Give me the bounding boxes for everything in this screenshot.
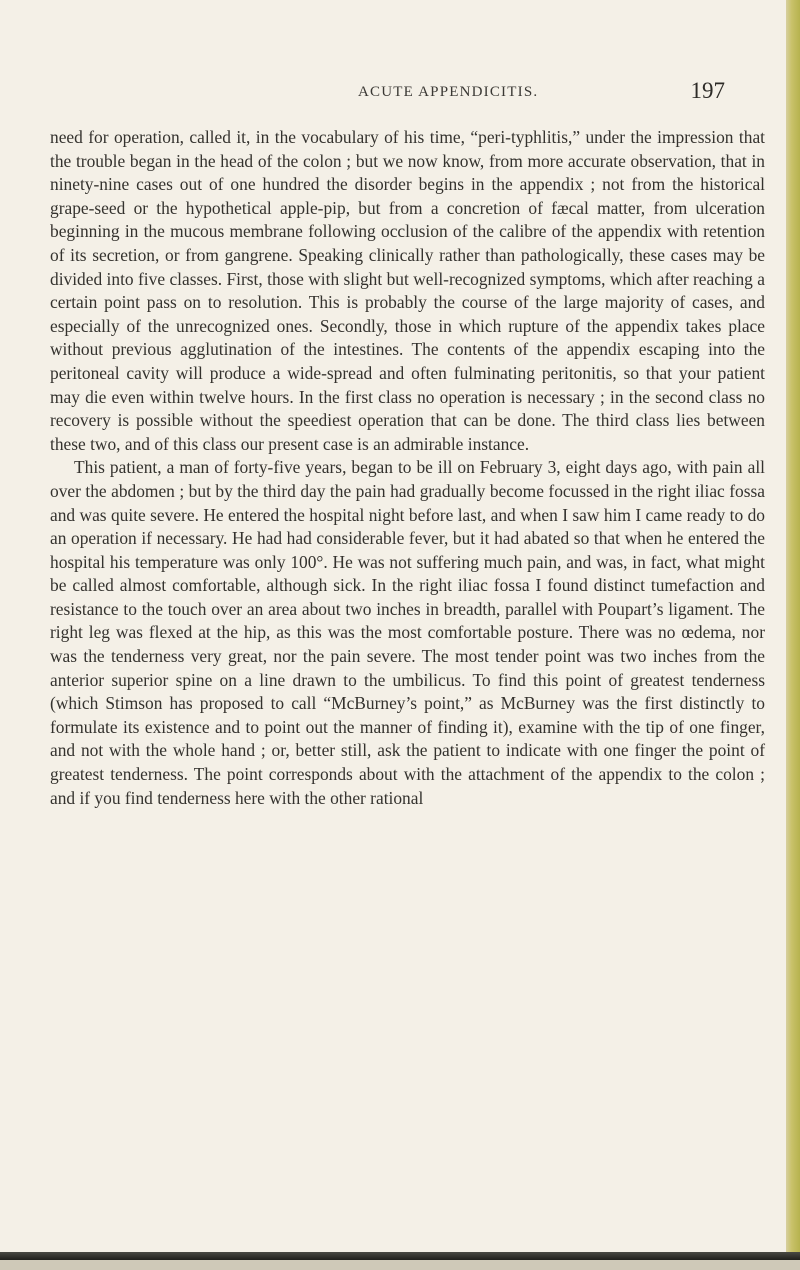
running-head: ACUTE APPENDICITIS. <box>358 84 539 100</box>
paragraph-1: need for operation, called it, in the vocabulary of his time, “peri-typhlitis,” under the impression that the trouble began in the head of the colon ; but we now know, from more accurate observation, that in ninety-nine cases out of one hundred the disorder begins in the appendix ; not from the historical grape-seed or the hypothetical apple-pip, but from a concretion of fæcal matter, from ulceration beginning in the mucous membrane following occlusion of the calibre of the appendix with retention of its secretion, or from gangrene. Speaking clinically rather than pathologically, these cases may be divided into five classes. First, those with slight but well-recognized symptoms, which after reaching a certain point pass on to resolution. This is probably the course of the large majority of cases, and especially of the unrecognized ones. Secondly, those in which rupture of the appendix takes place without previous agglutination of the intestines. The contents of the appendix escaping into the peritoneal cavity will produce a wide-spread and often fulminating peritonitis, so that your patient may die even within twelve hours. In the first class no operation is necessary ; in the second class no recovery is possible without the speediest operation that can be done. The third class lies between these two, and of this class our present case is an admirable instance. <box>50 127 765 454</box>
page-header <box>0 80 800 110</box>
body-text <box>50 126 765 810</box>
page-number: 197 <box>690 78 725 103</box>
bottom-edge-band <box>0 1260 800 1270</box>
bottom-edge-rule <box>0 1252 800 1260</box>
page-edge-strip <box>786 0 800 1270</box>
paragraph-2: This patient, a man of forty-five years, began to be ill on February 3, eight days ago, with pain all over the abdomen ; but by the third day the pain had gradually become focussed in the right iliac fossa and was quite severe. He entered the hospital night before last, and when I saw him I came ready to do an operation if necessary. He had had considerable fever, but it had abated so that when he entered the hospital his temperature was only 100°. He was not suffering much pain, and was, in fact, what might be called almost comfortable, although sick. In the right iliac fossa I found distinct tumefaction and resistance to the touch over an area about two inches in breadth, parallel with Poupart’s ligament. The right leg was flexed at the hip, as this was the most comfortable posture. There was no œdema, nor was the tenderness very great, nor the pain severe. The most tender point was two inches from the anterior superior spine on a line drawn to the umbilicus. To find this point of greatest tenderness (which Stimson has proposed to call “McBurney’s point,” as McBurney was the first distinctly to formulate its existence and to point out the manner of finding it), examine with the tip of one finger, and not with the whole hand ; or, better still, ask the patient to indicate with one finger the point of greatest tenderness. The point corresponds about with the attachment of the appendix to the colon ; and if you find tenderness here with the other rational <box>50 457 765 808</box>
